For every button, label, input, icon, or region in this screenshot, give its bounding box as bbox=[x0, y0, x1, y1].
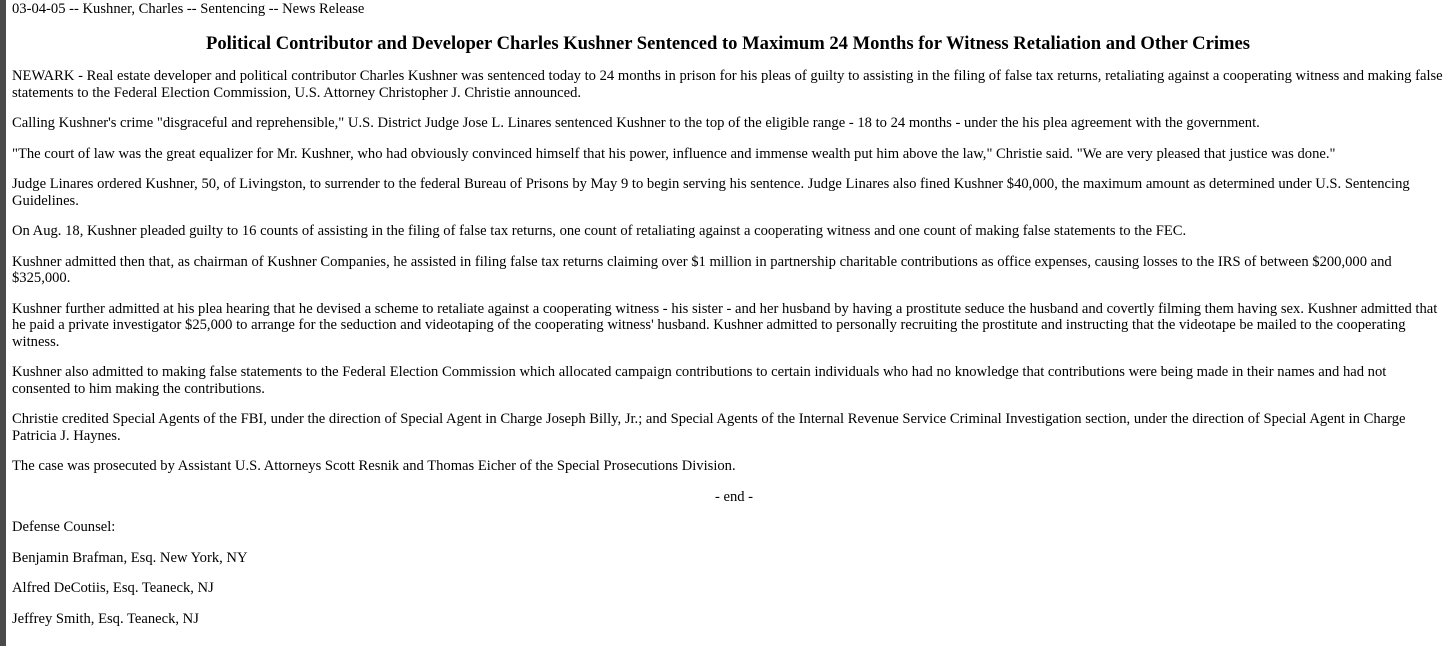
paragraph-lede: NEWARK - Real estate developer and political contributor Charles Kushner was sentenced today to 24 months in prison for his pleas of guilty to assisting in the filing of false tax returns, retaliating against a cooperating witness and making false statements to the Federal Election Commission, U.S. Attorney Christopher J. Christie announced. bbox=[12, 68, 1443, 101]
release-body bbox=[12, 68, 1444, 475]
window-edge-bar bbox=[0, 0, 6, 646]
counsel-name: Alfred DeCotiis, Esq. Teaneck, NJ bbox=[12, 580, 214, 596]
defense-counsel-heading: Defense Counsel: bbox=[12, 519, 116, 535]
dateline: 03-04-05 -- Kushner, Charles -- Sentencing -- News Release bbox=[12, 1, 365, 17]
end-marker: - end - bbox=[714, 488, 754, 505]
paragraph-judge-quote: Calling Kushner's crime "disgraceful and reprehensible," U.S. District Judge Jose L. Linares sentenced Kushner to the top of the eligible range - 18 to 24 months - under the his plea agreement with the government. bbox=[12, 115, 1260, 131]
paragraph-surrender-fine: Judge Linares ordered Kushner, 50, of Livingston, to surrender to the federal Bureau of Prisons by May 9 to begin serving his sentence. Judge Linares also fined Kushner $40,000, the maximum amount as determined under U.S. Sentencing Guidelines. bbox=[12, 176, 1410, 209]
paragraph-agents-credit: Christie credited Special Agents of the FBI, under the direction of Special Agent in Charge Joseph Billy, Jr.; and Special Agents of the Internal Revenue Service Criminal Investigation section, under the direction of Special Agent in Charge Patricia J. Haynes. bbox=[12, 411, 1406, 444]
paragraph-witness-retaliation: Kushner further admitted at his plea hearing that he devised a scheme to retaliate against a cooperating witness - his sister - and her husband by having a prostitute seduce the husband and covertly filming them having sex. Kushner admitted that he paid a private investigator $25,000 to arrange for the seduction and videotaping of the cooperating witness' husband. Kushner admitted to personally recruiting the prostitute and instructing that the videotape be mailed to the cooperating witness. bbox=[12, 300, 1438, 350]
paragraph-tax-returns: Kushner admitted then that, as chairman of Kushner Companies, he assisted in filing false tax returns claiming over $1 million in partnership charitable contributions as office expenses, causing losses to the IRS of between $200,000 and $325,000. bbox=[12, 253, 1392, 286]
paragraph-guilty-plea: On Aug. 18, Kushner pleaded guilty to 16 counts of assisting in the filing of false tax returns, one count of retaliating against a cooperating witness and one count of making false statements to the FEC. bbox=[12, 223, 1187, 239]
paragraph-prosecutors: The case was prosecuted by Assistant U.S. Attorneys Scott Resnik and Thomas Eicher of the Special Prosecutions Division. bbox=[12, 458, 736, 474]
news-release-page bbox=[12, 0, 1444, 627]
defense-counsel-section bbox=[12, 519, 1444, 627]
headline: Political Contributor and Developer Charles Kushner Sentenced to Maximum 24 Months for Witness Retaliation and Other Crimes bbox=[206, 33, 1250, 54]
paragraph-christie-quote: "The court of law was the great equalizer for Mr. Kushner, who had obviously convinced himself that his power, influence and immense wealth put him above the law," Christie said. "We are very pleased that justice was done." bbox=[12, 145, 1336, 162]
counsel-name: Benjamin Brafman, Esq. New York, NY bbox=[12, 549, 248, 566]
counsel-name: Jeffrey Smith, Esq. Teaneck, NJ bbox=[12, 610, 199, 627]
paragraph-fec-statements: Kushner also admitted to making false statements to the Federal Election Commission which allocated campaign contributions to certain individuals who had no knowledge that contributions were being made in their names and had not consented to him making the contributions. bbox=[12, 364, 1387, 397]
